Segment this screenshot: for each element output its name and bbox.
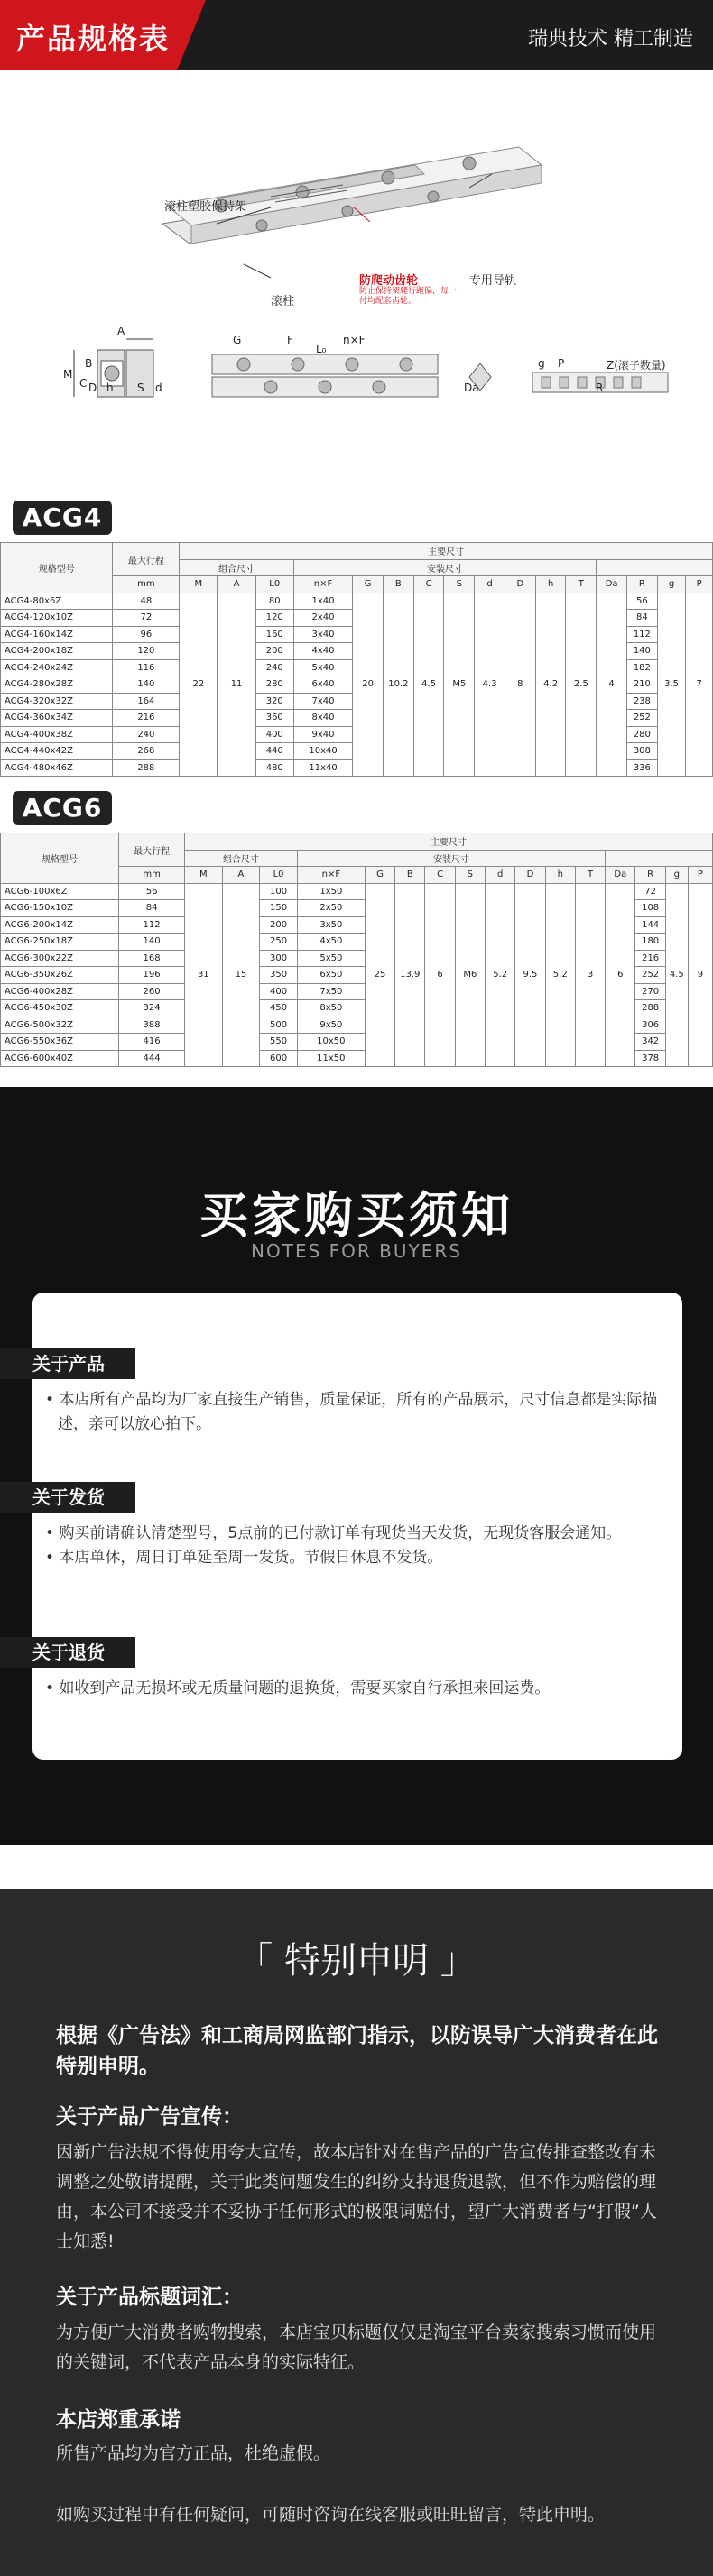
acg6-col-head: A <box>222 867 260 884</box>
acg4-cell: 440 <box>255 743 293 760</box>
buyer-notes-section <box>0 1087 713 1845</box>
acg6-cell: ACG6-400x28Z <box>1 983 119 1000</box>
dim-h: h <box>106 382 114 394</box>
acg4-head-main: 主要尺寸 <box>180 543 713 560</box>
declaration-title: 「 特别申明 」 <box>236 1940 477 1982</box>
label-roller: 滚柱 <box>271 295 295 308</box>
acg6-cell: M6 <box>455 883 485 1067</box>
declaration-p3: 所售产品均为官方正品，杜绝虚假。 <box>56 2443 331 2463</box>
acg6-cell: 216 <box>635 950 665 967</box>
acg4-cell: 336 <box>626 759 657 777</box>
notes-return-list <box>45 1677 668 1701</box>
acg6-cell: 9.5 <box>515 883 545 1067</box>
header-slogan: 瑞典技术 精工制造 <box>528 28 693 51</box>
acg6-cell: 112 <box>119 916 185 934</box>
acg4-cell: ACG4-200x18Z <box>1 643 113 660</box>
acg6-cell: 3 <box>575 883 605 1067</box>
acg6-col-head: n×F <box>297 867 365 884</box>
acg6-cell: 5.2 <box>486 883 515 1067</box>
dim-B: B <box>85 357 93 370</box>
badge-return: 关于退货 <box>0 1637 135 1668</box>
acg6-cell: 252 <box>635 967 665 984</box>
acg4-cell: 268 <box>113 743 180 760</box>
acg4-cell: 140 <box>626 643 657 660</box>
acg6-cell: 600 <box>260 1050 298 1067</box>
acg4-col-head: P <box>686 576 713 593</box>
acg6-col-head: d <box>486 867 515 884</box>
acg4-cell: 200 <box>255 643 293 660</box>
acg6-cell: 9x50 <box>297 1017 365 1034</box>
acg4-cell: 11x40 <box>293 759 352 777</box>
acg6-cell: 108 <box>635 900 665 917</box>
acg4-cell: ACG4-320x32Z <box>1 693 113 710</box>
acg6-cell: 306 <box>635 1017 665 1034</box>
acg6-cell: 4x50 <box>297 934 365 951</box>
acg4-col-head: n×F <box>293 576 352 593</box>
acg6-cell: 196 <box>119 967 185 984</box>
acg6-cell: 8x50 <box>297 1000 365 1017</box>
acg4-cell: 4 <box>597 593 627 777</box>
acg4-cell: 238 <box>626 693 657 710</box>
acg6-cell: 11x50 <box>297 1050 365 1067</box>
acg4-col-head: R <box>626 576 657 593</box>
acg4-cell: 4x40 <box>293 643 352 660</box>
label-rail: 专用导轨 <box>469 274 517 288</box>
dim-D: D <box>88 382 97 394</box>
acg6-cell: 144 <box>635 916 665 934</box>
acg4-cell: 2x40 <box>293 610 352 627</box>
acg6-cell: 350 <box>260 967 298 984</box>
acg4-cell: 4.2 <box>535 593 566 777</box>
acg4-cell: 182 <box>626 659 657 676</box>
acg4-table <box>0 542 713 777</box>
acg4-cell: 20 <box>353 593 384 777</box>
notes-shipping-list <box>45 1522 668 1570</box>
dim-P: P <box>558 357 565 370</box>
dim-A: A <box>117 325 125 337</box>
acg6-cell: 9 <box>688 883 712 1067</box>
dim-nxF: n×F <box>343 334 366 346</box>
dim-L0: L₀ <box>316 343 327 355</box>
acg4-head-combo: 组合尺寸 <box>180 559 294 576</box>
acg6-tag: ACG6 <box>13 791 112 825</box>
dim-G: G <box>233 334 242 346</box>
acg6-cell: 3x50 <box>297 916 365 934</box>
acg4-cell: 116 <box>113 659 180 676</box>
acg4-cell: 96 <box>113 626 180 643</box>
acg6-col-head: B <box>395 867 425 884</box>
acg6-cell: ACG6-150x10Z <box>1 900 119 917</box>
acg4-cell: 120 <box>113 643 180 660</box>
badge-product: 关于产品 <box>0 1348 135 1379</box>
dim-F: F <box>287 334 293 346</box>
acg4-cell: 288 <box>113 759 180 777</box>
declaration-p4: 如购买过程中有任何疑问，可随时咨询在线客服或旺旺留言，特此申明。 <box>56 2505 606 2525</box>
acg4-cell: 160 <box>255 626 293 643</box>
notes-return-item: • 如收到产品无损坏或无质量问题的退换货，需要买家自行承担来回运费。 <box>45 1679 551 1697</box>
page-title: 产品规格表 <box>16 22 171 56</box>
acg4-col-head: C <box>413 576 444 593</box>
acg6-cell: ACG6-200x14Z <box>1 916 119 934</box>
acg4-cell: 164 <box>113 693 180 710</box>
acg4-cell: ACG4-240x24Z <box>1 659 113 676</box>
acg6-cell: 300 <box>260 950 298 967</box>
acg4-col-head: D <box>505 576 535 593</box>
acg4-cell: 216 <box>113 710 180 727</box>
dim-Da: Da <box>464 382 479 394</box>
acg4-col-head: A <box>218 576 255 593</box>
acg6-cell: 10x50 <box>297 1034 365 1051</box>
acg4-cell: 72 <box>113 610 180 627</box>
acg4-cell: 140 <box>113 676 180 694</box>
acg4-cell: 120 <box>255 610 293 627</box>
acg4-cell: 240 <box>113 726 180 743</box>
acg6-cell: 500 <box>260 1017 298 1034</box>
label-gear-note: 防止保持架爬行跑偏，每一付均配套齿轮。 <box>359 287 458 306</box>
acg4-cell: ACG4-400x38Z <box>1 726 113 743</box>
acg6-cell: ACG6-550x36Z <box>1 1034 119 1051</box>
declaration-h1: 关于产品广告宣传： <box>56 2105 243 2129</box>
acg6-cell: 84 <box>119 900 185 917</box>
acg6-table <box>0 833 713 1067</box>
acg4-cell: M5 <box>444 593 475 777</box>
acg6-head-model: 规格型号 <box>1 833 119 884</box>
acg4-cell: 240 <box>255 659 293 676</box>
acg4-col-head: M <box>180 576 218 593</box>
acg6-cell: 150 <box>260 900 298 917</box>
acg6-col-head: Da <box>606 867 635 884</box>
acg6-cell: 6x50 <box>297 967 365 984</box>
acg4-col-head: B <box>383 576 413 593</box>
declaration-p1: 因新广告法规不得使用夸大宣传，故本店针对在售产品的广告宣传排查整改有未调整之处敬请提醒，关于此类问题发生的纠纷支持退货退款，但不作为赔偿的理由，本公司不接受并不妥协于任何形式的极限词赔付，望广大消费者与“打假”人士知悉! <box>56 2142 657 2251</box>
acg4-cell: 8x40 <box>293 710 352 727</box>
acg4-cell: 4.3 <box>475 593 505 777</box>
acg6-cell: 1x50 <box>297 883 365 900</box>
acg6-col-head: R <box>635 867 665 884</box>
acg6-cell: 250 <box>260 934 298 951</box>
acg6-col-head: h <box>545 867 575 884</box>
acg6-cell: 550 <box>260 1034 298 1051</box>
notes-shipping-item: • 购买前请确认清楚型号，5点前的已付款订单有现货当天发货，无现货客服会通知。 <box>45 1524 622 1542</box>
acg6-cell: ACG6-600x40Z <box>1 1050 119 1067</box>
acg4-col-head: G <box>353 576 384 593</box>
acg4-col-head: L0 <box>255 576 293 593</box>
acg4-cell: 280 <box>626 726 657 743</box>
acg6-head-mm: mm <box>119 867 185 884</box>
acg4-cell: ACG4-120x10Z <box>1 610 113 627</box>
acg4-cell: ACG4-280x28Z <box>1 676 113 694</box>
acg4-cell: 48 <box>113 593 180 610</box>
acg4-cell: 3x40 <box>293 626 352 643</box>
acg4-col-head: S <box>444 576 475 593</box>
label-gear: 防爬动齿轮 <box>359 274 419 288</box>
acg6-col-head: G <box>365 867 394 884</box>
notes-product-list <box>45 1388 668 1437</box>
acg6-cell: ACG6-500x32Z <box>1 1017 119 1034</box>
label-z: Z(滚子数量) <box>607 359 666 372</box>
acg4-cell: 320 <box>255 693 293 710</box>
acg4-head-mm: mm <box>113 576 180 593</box>
acg4-cell: 22 <box>180 593 218 777</box>
dim-R: R <box>596 382 604 394</box>
table-row <box>1 883 713 900</box>
acg4-cell: ACG4-480x46Z <box>1 759 113 777</box>
acg4-cell: 9x40 <box>293 726 352 743</box>
acg4-cell: 400 <box>255 726 293 743</box>
acg6-cell: 72 <box>635 883 665 900</box>
acg4-cell: 308 <box>626 743 657 760</box>
acg4-head-stroke: 最大行程 <box>113 543 180 576</box>
acg4-cell: 56 <box>626 593 657 610</box>
acg6-cell: 5x50 <box>297 950 365 967</box>
dim-S: S <box>137 382 144 394</box>
acg4-cell: 480 <box>255 759 293 777</box>
notes-product-item: • 本店所有产品均为厂家直接生产销售，质量保证，所有的产品展示，尺寸信息都是实际描述，亲可以放心拍下。 <box>45 1391 658 1433</box>
acg6-cell: ACG6-100x6Z <box>1 883 119 900</box>
acg4-cell: 7 <box>686 593 713 777</box>
acg6-cell: 2x50 <box>297 900 365 917</box>
acg4-col-head: h <box>535 576 566 593</box>
acg6-cell: 6 <box>606 883 635 1067</box>
acg6-cell: 180 <box>635 934 665 951</box>
acg4-cell: 1x40 <box>293 593 352 610</box>
acg4-head-install: 安装尺寸 <box>293 559 596 576</box>
acg4-col-head: g <box>657 576 686 593</box>
acg4-cell: 10x40 <box>293 743 352 760</box>
acg6-cell: 270 <box>635 983 665 1000</box>
acg6-cell: 378 <box>635 1050 665 1067</box>
acg6-cell: 416 <box>119 1034 185 1051</box>
acg4-cell: 4.5 <box>413 593 444 777</box>
acg6-col-head: g <box>665 867 688 884</box>
acg6-col-head: P <box>688 867 712 884</box>
acg4-cell: 8 <box>505 593 535 777</box>
acg4-cell: 2.5 <box>566 593 597 777</box>
label-cage: 滚柱塑胶保持架 <box>164 200 247 214</box>
acg6-cell: 5.2 <box>545 883 575 1067</box>
badge-shipping: 关于发货 <box>0 1482 135 1513</box>
notes-title: 买家购买须知 <box>199 1187 514 1244</box>
acg6-cell: 260 <box>119 983 185 1000</box>
acg4-cell: ACG4-440x42Z <box>1 743 113 760</box>
acg6-cell: 400 <box>260 983 298 1000</box>
acg6-cell: 56 <box>119 883 185 900</box>
acg6-cell: ACG6-350x26Z <box>1 967 119 984</box>
acg6-cell: 7x50 <box>297 983 365 1000</box>
table-row <box>1 593 713 610</box>
acg6-col-head: T <box>575 867 605 884</box>
product-diagram <box>0 70 713 400</box>
acg6-head-install: 安装尺寸 <box>297 850 605 867</box>
acg6-col-head: D <box>515 867 545 884</box>
dim-d: d <box>155 382 162 394</box>
acg4-cell: 6x40 <box>293 676 352 694</box>
acg6-cell: 324 <box>119 1000 185 1017</box>
declaration-h3: 本店郑重承诺 <box>56 2408 181 2432</box>
acg4-cell: 11 <box>218 593 255 777</box>
acg6-cell: ACG6-250x18Z <box>1 934 119 951</box>
acg6-col-head: M <box>185 867 223 884</box>
declaration-p2: 为方便广大消费者购物搜索，本店宝贝标题仅仅是淘宝平台卖家搜索习惯而使用的关键词，不代表产品本身的实际特征。 <box>56 2323 657 2372</box>
acg6-cell: 6 <box>425 883 455 1067</box>
acg6-cell: ACG6-450x30Z <box>1 1000 119 1017</box>
acg6-cell: 388 <box>119 1017 185 1034</box>
acg4-col-head: T <box>566 576 597 593</box>
acg6-col-head: L0 <box>260 867 298 884</box>
acg6-cell: 200 <box>260 916 298 934</box>
acg6-cell: 140 <box>119 934 185 951</box>
acg6-cell: 444 <box>119 1050 185 1067</box>
acg4-cell: 112 <box>626 626 657 643</box>
acg6-cell: 450 <box>260 1000 298 1017</box>
notes-card <box>32 1293 682 1760</box>
acg4-cell: 3.5 <box>657 593 686 777</box>
acg6-cell: 168 <box>119 950 185 967</box>
acg6-cell: 288 <box>635 1000 665 1017</box>
acg4-cell: 7x40 <box>293 693 352 710</box>
declaration-section <box>0 1889 713 2576</box>
acg6-col-head: C <box>425 867 455 884</box>
acg4-cell: ACG4-80x6Z <box>1 593 113 610</box>
notes-subtitle: NOTES FOR BUYERS <box>251 1240 462 1262</box>
acg6-head-combo: 组合尺寸 <box>185 850 298 867</box>
acg4-cell: 360 <box>255 710 293 727</box>
acg6-head-stroke: 最大行程 <box>119 833 185 867</box>
acg4-cell: 10.2 <box>383 593 413 777</box>
acg4-cell: 280 <box>255 676 293 694</box>
acg6-cell: ACG6-300x22Z <box>1 950 119 967</box>
acg4-cell: 84 <box>626 610 657 627</box>
acg4-cell: 210 <box>626 676 657 694</box>
acg6-cell: 100 <box>260 883 298 900</box>
rail-drawing <box>0 70 713 400</box>
acg6-cell: 31 <box>185 883 223 1067</box>
acg6-cell: 25 <box>365 883 394 1067</box>
dim-g: g <box>538 357 545 370</box>
acg4-cell: ACG4-160x14Z <box>1 626 113 643</box>
acg4-tag: ACG4 <box>13 501 112 535</box>
acg4-cell: ACG4-360x34Z <box>1 710 113 727</box>
dim-M: M <box>63 368 73 381</box>
dim-C: C <box>79 377 88 390</box>
acg4-cell: 80 <box>255 593 293 610</box>
acg6-cell: 342 <box>635 1034 665 1051</box>
acg6-col-head: S <box>455 867 485 884</box>
acg4-cell: 5x40 <box>293 659 352 676</box>
declaration-intro: 根据《广告法》和工商局网监部门指示，以防误导广大消费者在此特别申明。 <box>56 2024 658 2078</box>
header-banner <box>0 0 713 70</box>
notes-shipping-item: • 本店单休，周日订单延至周一发货。节假日休息不发货。 <box>45 1549 443 1567</box>
acg4-head-model: 规格型号 <box>1 543 113 593</box>
acg6-head-main: 主要尺寸 <box>185 833 713 851</box>
acg4-col-head: d <box>475 576 505 593</box>
acg6-cell: 4.5 <box>665 883 688 1067</box>
acg6-cell: 13.9 <box>395 883 425 1067</box>
acg4-col-head: Da <box>597 576 627 593</box>
declaration-h2: 关于产品标题词汇： <box>56 2286 243 2309</box>
acg4-cell: 252 <box>626 710 657 727</box>
acg6-cell: 15 <box>222 883 260 1067</box>
